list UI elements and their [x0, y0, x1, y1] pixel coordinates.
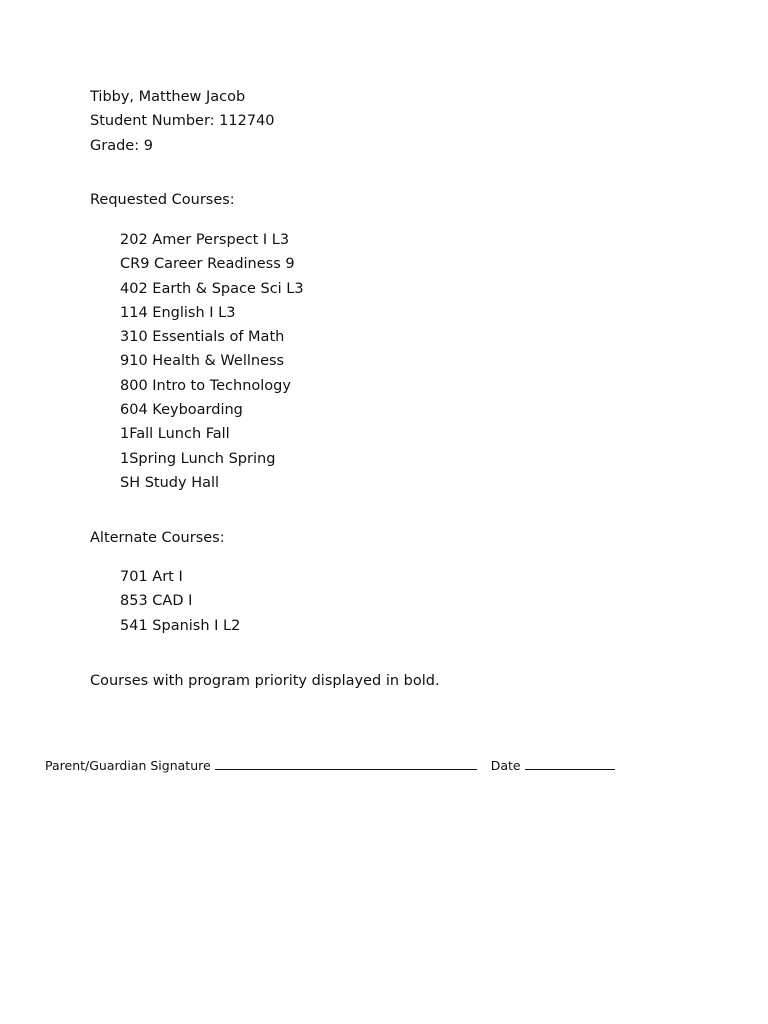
requested-courses-heading: Requested Courses: — [90, 192, 235, 208]
date-label: Date — [490, 758, 521, 773]
list-item: 202 Amer Perspect I L3 — [120, 232, 290, 248]
list-item: 114 English I L3 — [120, 304, 236, 321]
student-info — [90, 85, 275, 158]
list-item: SH Study Hall — [120, 474, 220, 491]
alternate-courses-heading: Alternate Courses: — [90, 530, 225, 546]
list-item: 800 Intro to Technology — [120, 377, 291, 394]
list-item: 541 Spanish I L2 — [120, 617, 241, 634]
list-item: 1Fall Lunch Fall — [120, 426, 230, 443]
priority-note: Courses with program priority displayed in bold. — [90, 673, 440, 689]
student-name: Tibby, Matthew Jacob — [90, 89, 246, 105]
list-item: 604 Keyboarding — [120, 402, 243, 419]
list-item: CR9 Career Readiness 9 — [120, 256, 295, 273]
alternate-courses-list — [120, 565, 240, 638]
list-item: 853 CAD I — [120, 593, 193, 610]
list-item: 1Spring Lunch Spring — [120, 450, 276, 467]
list-item: 402 Earth & Space Sci L3 — [120, 280, 304, 297]
signature-row — [45, 757, 615, 775]
list-item: 701 Art I — [120, 569, 183, 585]
requested-courses-list — [120, 228, 304, 495]
signature-label: Parent/Guardian Signature — [45, 758, 211, 773]
list-item: 910 Health & Wellness — [120, 353, 285, 370]
student-grade: Grade: 9 — [90, 137, 153, 154]
list-item: 310 Essentials of Math — [120, 329, 285, 346]
signature-line[interactable] — [215, 757, 477, 770]
student-number: Student Number: 112740 — [90, 113, 275, 130]
date-line[interactable] — [525, 757, 615, 770]
